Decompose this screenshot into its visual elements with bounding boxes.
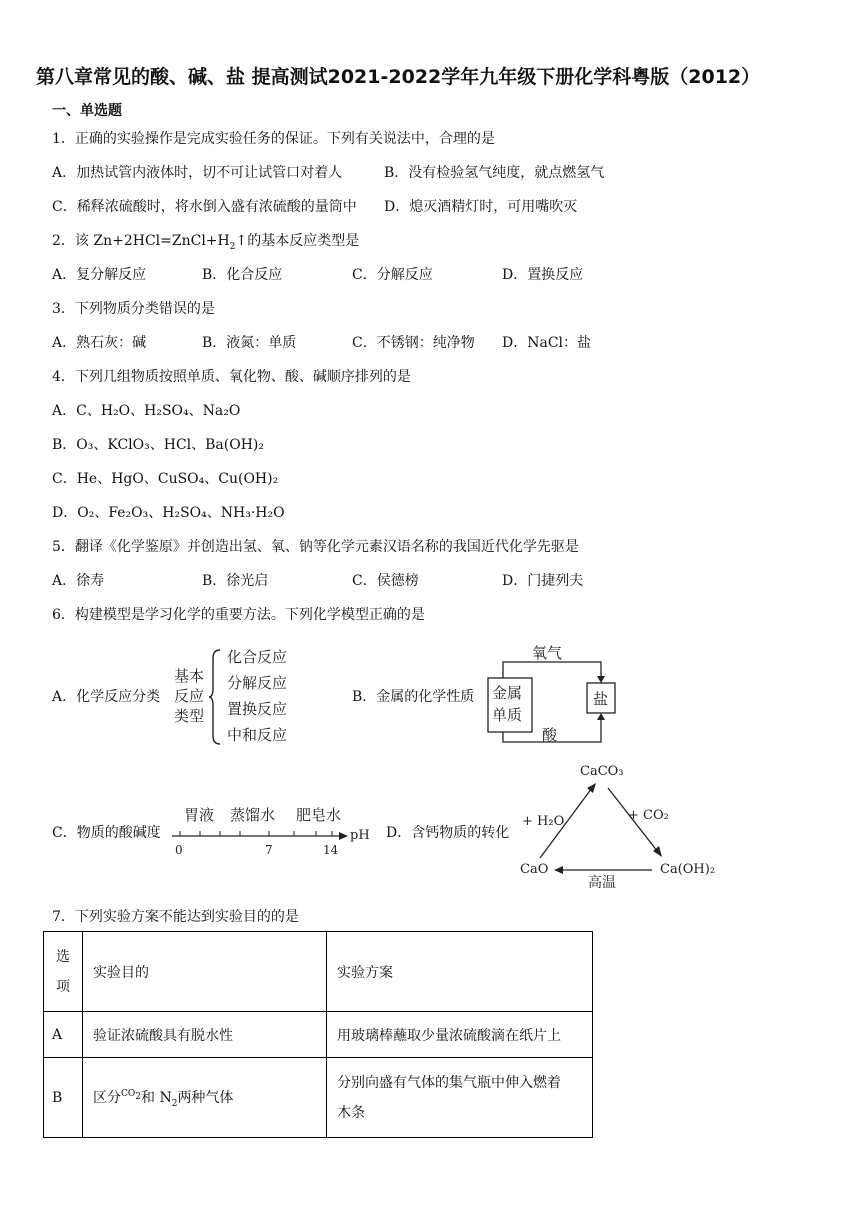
diagram-a-label-3: 类型: [174, 707, 205, 725]
q4-stem: 4．下列几组物质按照单质、氧化物、酸、碱顺序排列的是: [52, 369, 411, 385]
q1-option-b[interactable]: B．没有检验氢气纯度，就点燃氢气: [384, 165, 605, 181]
row-a-option: A: [44, 1012, 83, 1058]
diagram-d-left: CaO: [520, 862, 549, 877]
diagram-calcium-cycle: [520, 762, 730, 891]
row-b-plan-line-2: 木条: [337, 1104, 365, 1121]
q3-option-b[interactable]: B．液氮：单质: [202, 335, 297, 351]
diagram-a-label-2: 反应: [174, 687, 205, 705]
diagram-a-item-4: 中和反应: [227, 726, 288, 744]
q1-option-a[interactable]: A．加热试管内液体时，切不可让试管口对着人: [52, 165, 343, 181]
diagram-b-right: 盐: [593, 690, 609, 708]
q7-stem: 7．下列实验方案不能达到实验目的的是: [52, 909, 299, 925]
row-a-plan: 用玻璃棒蘸取少量浓硫酸滴在纸片上: [327, 1012, 593, 1058]
diagram-d-right-edge: + CO₂: [628, 808, 669, 823]
diagram-d-right: Ca(OH)₂: [660, 862, 716, 877]
header-option-line-2: 项: [56, 978, 70, 995]
row-b-goal: 区分$^{CO_2}$和 $N_2$两种气体: [83, 1058, 327, 1138]
q6-stem: 6．构建模型是学习化学的重要方法。下列化学模型正确的是: [52, 607, 425, 623]
q2-stem: 2．该 $Zn+2HCl=ZnCl+H_2↑$的基本反应类型是: [52, 233, 360, 252]
q5-option-d[interactable]: D．门捷列夫: [502, 573, 584, 589]
diagram-ph-scale: [168, 800, 378, 860]
q1-stem: 1．正确的实验操作是完成实验任务的保证。下列有关说法中，合理的是: [52, 131, 495, 147]
q2-option-c[interactable]: C．分解反应: [352, 267, 433, 283]
table-header-row: [44, 932, 593, 1012]
q3-option-d[interactable]: D．NaCl：盐: [502, 335, 592, 351]
diagram-d-left-edge: + H₂O: [522, 814, 565, 829]
diagram-a-item-3: 置换反应: [227, 700, 288, 718]
row-b-option: B: [44, 1058, 83, 1138]
q3-option-a[interactable]: A．熟石灰：碱: [52, 335, 147, 351]
q2-option-b[interactable]: B．化合反应: [202, 267, 283, 283]
q3-option-c[interactable]: C．不锈钢：纯净物: [352, 335, 475, 351]
q2-option-a[interactable]: A．复分解反应: [52, 267, 147, 283]
diagram-d-bottom-edge: 高温: [588, 875, 616, 891]
diagram-c-axis: [168, 800, 378, 860]
row-b-plan-line-1: 分别向盛有气体的集气瓶中伸入燃着: [337, 1074, 561, 1091]
diagram-a-item-1: 化合反应: [227, 648, 288, 666]
header-option: [44, 932, 83, 1012]
diagram-b-top: 氧气: [532, 644, 563, 662]
diagram-b-bottom: 酸: [542, 726, 558, 744]
q6-option-c[interactable]: C．物质的酸碱度: [52, 825, 161, 841]
section-heading: 一、单选题: [52, 103, 122, 119]
table-row: [44, 1012, 593, 1058]
diagram-reaction-types: [168, 644, 308, 750]
brace-icon: [208, 648, 222, 746]
q6-option-a[interactable]: A．化学反应分类: [52, 689, 161, 705]
q5-option-b[interactable]: B．徐光启: [202, 573, 269, 589]
q1-option-c[interactable]: C．稀释浓硫酸时，将水倒入盛有浓硫酸的量筒中: [52, 199, 357, 215]
header-option-line-1: 选: [56, 948, 70, 965]
q5-stem: 5．翻译《化学鉴原》并创造出氢、氧、钠等化学元素汉语名称的我国近代化学先驱是: [52, 539, 579, 555]
diagram-b-left-2: 单质: [492, 706, 523, 724]
diagram-c-tick-0: 0: [175, 843, 183, 857]
diagram-c-label-3: 肥皂水: [296, 806, 342, 824]
diagram-c-label-2: 蒸馏水: [230, 806, 276, 824]
q5-option-a[interactable]: A．徐寿: [52, 573, 105, 589]
q4-option-b[interactable]: B．O₃、KClO₃、HCl、Ba(OH)₂: [52, 437, 264, 453]
q4-option-c[interactable]: C．He、HgO、CuSO₄、Cu(OH)₂: [52, 471, 279, 487]
table-row: [44, 1058, 593, 1138]
q2-option-d[interactable]: D．置换反应: [502, 267, 584, 283]
diagram-a-label-1: 基本: [174, 667, 205, 685]
q5-option-c[interactable]: C．侯德榜: [352, 573, 419, 589]
diagram-d-top: CaCO₃: [580, 764, 624, 779]
diagram-b-left-1: 金属: [492, 684, 523, 702]
q6-option-b[interactable]: B．金属的化学性质: [352, 689, 475, 705]
diagram-a-item-2: 分解反应: [227, 674, 288, 692]
row-a-goal: 验证浓硫酸具有脱水性: [83, 1012, 327, 1058]
diagram-metal-properties: [484, 640, 624, 750]
q4-option-a[interactable]: A．C、H₂O、H₂SO₄、Na₂O: [52, 403, 241, 419]
diagram-c-tick-7: 7: [265, 843, 273, 857]
page-title: 第八章常见的酸、碱、盐 提高测试2021-2022学年九年级下册化学科粤版（2012）: [36, 66, 761, 88]
q6-option-d[interactable]: D．含钙物质的转化: [386, 825, 510, 841]
diagram-c-tick-14: 14: [323, 843, 339, 857]
diagram-c-axis-label: pH: [350, 828, 370, 843]
row-b-plan: [327, 1058, 593, 1138]
header-goal: 实验目的: [83, 932, 327, 1012]
diagram-c-label-1: 胃液: [184, 806, 215, 824]
header-plan: 实验方案: [327, 932, 593, 1012]
q4-option-d[interactable]: D．O₂、Fe₂O₃、H₂SO₄、NH₃·H₂O: [52, 505, 285, 521]
q3-stem: 3．下列物质分类错误的是: [52, 301, 215, 317]
q7-table: [43, 931, 593, 1138]
q1-option-d[interactable]: D．熄灭酒精灯时，可用嘴吹灭: [384, 199, 578, 215]
